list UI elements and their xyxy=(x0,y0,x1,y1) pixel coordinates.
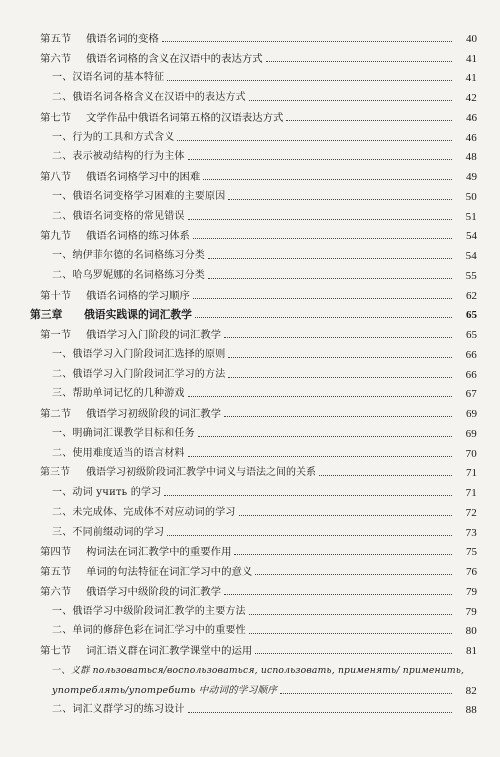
toc-entry xyxy=(40,598,477,618)
entry-title: 俄语名词格的练习体系 xyxy=(86,230,190,243)
dot-leader xyxy=(224,594,452,595)
page-number: 48 xyxy=(465,151,477,164)
toc-entry xyxy=(40,420,477,440)
dot-leader xyxy=(188,159,452,160)
toc-entry xyxy=(40,65,477,85)
entry-title: 义群 пользоваться/воспользоваться, использовать, применять/ применить, xyxy=(70,664,465,676)
entry-title: 俄语名词格的含义在汉语中的表达方式 xyxy=(86,52,263,65)
entry-number: 第十节 xyxy=(40,289,72,302)
toc-entry xyxy=(40,242,477,262)
entry-number: 一、 xyxy=(52,348,73,360)
dot-leader xyxy=(188,712,452,713)
dot-leader xyxy=(188,396,452,397)
entry-number: 第六节 xyxy=(40,52,72,65)
entry-title: 俄语名词变格的常见错误 xyxy=(72,210,185,222)
dot-leader xyxy=(195,317,452,318)
dot-leader xyxy=(319,475,452,476)
entry-number: 第九节 xyxy=(40,230,72,243)
toc-entry xyxy=(40,657,477,677)
page-number: 49 xyxy=(466,171,477,183)
toc-entry xyxy=(40,262,477,282)
toc-entry xyxy=(40,578,477,598)
toc-entry xyxy=(40,84,477,104)
entry-title: 词汇语义群在词汇教学课堂中的运用 xyxy=(86,645,253,657)
entry-title: 俄语名词格的学习顺序 xyxy=(86,289,190,302)
page-number: 51 xyxy=(465,210,477,223)
page-number: 40 xyxy=(466,32,477,45)
page-number: 50 xyxy=(465,190,477,203)
toc-entry xyxy=(40,479,477,499)
entry-number: 第八节 xyxy=(40,171,72,183)
entry-title: 哈乌罗妮娜的名词格练习分类 xyxy=(72,269,206,281)
toc-entry xyxy=(40,519,477,539)
page-number: 67 xyxy=(465,388,477,401)
entry-number: 二、 xyxy=(52,92,73,103)
dot-leader xyxy=(167,535,452,536)
entry-number: 二、 xyxy=(52,625,73,637)
toc-entry xyxy=(40,361,477,381)
toc-entry xyxy=(40,144,477,164)
entry-number: 第五节 xyxy=(40,566,72,578)
page-number: 69 xyxy=(465,427,477,440)
page-number: 42 xyxy=(465,92,477,104)
entry-number: 一、 xyxy=(52,72,73,84)
toc-entry xyxy=(40,25,477,45)
entry-title: 俄语学习入门阶段词汇选择的原则 xyxy=(72,348,226,360)
toc-entry xyxy=(40,183,477,203)
entry-number: 第六节 xyxy=(40,585,72,598)
dot-leader xyxy=(177,140,452,141)
entry-title: 使用难度适当的语言材料 xyxy=(72,447,185,459)
entry-title: 俄语学习初级阶段的词汇教学 xyxy=(86,408,222,420)
entry-number: 一、 xyxy=(52,190,73,202)
toc-entry xyxy=(40,637,477,657)
entry-title: 帮助单词记忆的几种游戏 xyxy=(72,388,185,400)
entry-title: 动词 учить 的学习 xyxy=(72,487,162,498)
dot-leader xyxy=(203,179,452,180)
page-number: 80 xyxy=(465,625,477,638)
page-number: 79 xyxy=(465,605,477,618)
entry-title: 俄语学习入门阶段的词汇教学 xyxy=(86,329,222,341)
dot-leader xyxy=(208,278,452,279)
dot-leader xyxy=(266,61,452,62)
entry-number: 第四节 xyxy=(40,546,72,559)
toc-entry xyxy=(40,104,477,124)
entry-title: 俄语名词格学习中的困难 xyxy=(86,171,201,183)
entry-title: 俄语名词变格学习困难的主要原因 xyxy=(72,190,226,202)
entry-title: 俄语名词各格含义在汉语中的表达方式 xyxy=(72,92,246,103)
entry-number: 二、 xyxy=(52,210,73,222)
dot-leader xyxy=(255,653,452,654)
page-number: 81 xyxy=(466,645,477,657)
entry-number: 二、 xyxy=(52,506,73,518)
entry-number: 三、 xyxy=(52,388,73,400)
chapter-number: 第三章 xyxy=(30,308,63,322)
toc-entry xyxy=(40,558,477,578)
dot-leader xyxy=(249,633,452,634)
dot-leader xyxy=(224,416,452,417)
page-number: 65 xyxy=(466,329,477,341)
entry-title: 单词的句法特征在词汇学习中的意义 xyxy=(86,566,253,578)
page-number: 71 xyxy=(465,487,477,499)
dot-leader xyxy=(286,120,452,121)
entry-title: 单词的修辞色彩在词汇学习中的重要性 xyxy=(72,625,246,637)
toc-entry xyxy=(40,400,477,420)
dot-leader xyxy=(228,199,452,200)
page-number: 65 xyxy=(466,309,477,322)
dot-leader xyxy=(193,298,452,299)
entry-number: 第七节 xyxy=(40,111,72,124)
dot-leader xyxy=(208,258,452,259)
page-number: 76 xyxy=(466,566,477,578)
dot-leader xyxy=(239,515,452,516)
dot-leader xyxy=(228,377,452,378)
entry-title: 俄语学习中级阶段词汇教学的主要方法 xyxy=(72,605,246,617)
toc-entry xyxy=(40,203,477,223)
toc-entry xyxy=(40,124,477,144)
entry-number: 二、 xyxy=(52,447,73,459)
page-number: 69 xyxy=(466,408,477,420)
entry-number: 第五节 xyxy=(40,32,72,45)
entry-number: 一、 xyxy=(52,427,73,439)
entry-number: 二、 xyxy=(52,704,73,716)
entry-number: 第三节 xyxy=(40,467,70,479)
entry-title: 构词法在词汇教学中的重要作用 xyxy=(86,546,232,559)
toc-entry-continuation xyxy=(40,677,477,697)
page-number: 54 xyxy=(466,230,477,243)
toc-entry xyxy=(40,45,477,65)
toc-entry xyxy=(40,499,477,519)
dot-leader xyxy=(224,337,452,338)
dot-leader xyxy=(198,436,452,437)
entry-number: 一、 xyxy=(52,487,73,498)
dot-leader xyxy=(234,554,452,555)
entry-title: 表示被动结构的行为主体 xyxy=(72,151,185,163)
entry-title: 俄语学习中级阶段的词汇教学 xyxy=(86,585,222,598)
entry-number: 一、 xyxy=(52,131,73,143)
dot-leader xyxy=(167,80,452,81)
page-number: 79 xyxy=(466,585,477,598)
dot-leader xyxy=(280,693,452,694)
toc-entry xyxy=(40,223,477,243)
entry-number: 二、 xyxy=(52,151,73,163)
toc-entry xyxy=(40,163,477,183)
dot-leader xyxy=(164,495,452,496)
page-number: 62 xyxy=(466,289,477,302)
page-number: 66 xyxy=(465,368,477,381)
entry-title: 文学作品中俄语名词第五格的汉语表达方式 xyxy=(86,111,284,124)
entry-title: употреблять/употребить 中动词的学习顺序 xyxy=(52,684,278,696)
entry-title: 未完成体、完成体不对应动词的学习 xyxy=(72,506,236,518)
toc-entry xyxy=(40,341,477,361)
dot-leader xyxy=(193,238,452,239)
entry-title: 汉语名词的基本特征 xyxy=(72,72,165,84)
dot-leader xyxy=(249,614,452,615)
toc-entry xyxy=(40,381,477,401)
entry-number: 第一节 xyxy=(40,329,72,341)
entry-title: 词汇义群学习的练习设计 xyxy=(72,704,185,716)
entry-title: 明确词汇课教学目标和任务 xyxy=(72,427,195,439)
dot-leader xyxy=(162,41,452,42)
toc-entry xyxy=(40,282,477,302)
entry-number: 一、 xyxy=(52,664,71,676)
entry-title: 俄语学习入门阶段词汇学习的方法 xyxy=(72,368,226,380)
dot-leader xyxy=(188,219,452,220)
dot-leader xyxy=(228,357,452,358)
page-number: 71 xyxy=(466,467,477,480)
entry-number: 第七节 xyxy=(40,645,72,657)
entry-number: 一、 xyxy=(52,250,73,261)
entry-title: 俄语学习初级阶段词汇教学中词义与语法之间的关系 xyxy=(86,467,316,479)
entry-title: 行为的工具和方式含义 xyxy=(72,131,175,143)
entry-title: 纳伊菲尔德的名词格练习分类 xyxy=(72,250,206,261)
page-number: 46 xyxy=(465,131,477,144)
toc-entry xyxy=(40,697,477,717)
page-number: 75 xyxy=(466,546,477,559)
page-number: 41 xyxy=(466,52,477,65)
page-number: 70 xyxy=(465,447,477,460)
toc-entry xyxy=(40,539,477,559)
entry-number: 一、 xyxy=(52,605,73,617)
page-number: 41 xyxy=(465,72,477,85)
page-number: 55 xyxy=(465,269,477,282)
page-number: 66 xyxy=(465,348,477,361)
toc-entry xyxy=(40,321,477,341)
page-number: 72 xyxy=(465,506,477,519)
chapter-title: 俄语实践课的词汇教学 xyxy=(84,308,192,322)
toc-entry xyxy=(40,460,477,480)
page-number: 73 xyxy=(465,526,477,539)
entry-title: 俄语名词的变格 xyxy=(86,32,159,45)
page-number: 88 xyxy=(465,704,477,717)
toc-entry xyxy=(40,440,477,460)
entry-number: 三、 xyxy=(52,526,73,538)
toc-entry xyxy=(40,618,477,638)
entry-number: 二、 xyxy=(52,269,73,281)
dot-leader xyxy=(255,574,452,575)
page-number: 46 xyxy=(466,111,477,124)
dot-leader xyxy=(249,100,452,101)
toc-chapter-entry xyxy=(30,302,477,322)
entry-title: 不同前缀动词的学习 xyxy=(72,526,165,538)
entry-number: 二、 xyxy=(52,368,73,380)
entry-number: 第二节 xyxy=(40,408,72,420)
dot-leader xyxy=(188,456,452,457)
page-number: 54 xyxy=(465,250,477,262)
page-number: 82 xyxy=(465,684,477,697)
